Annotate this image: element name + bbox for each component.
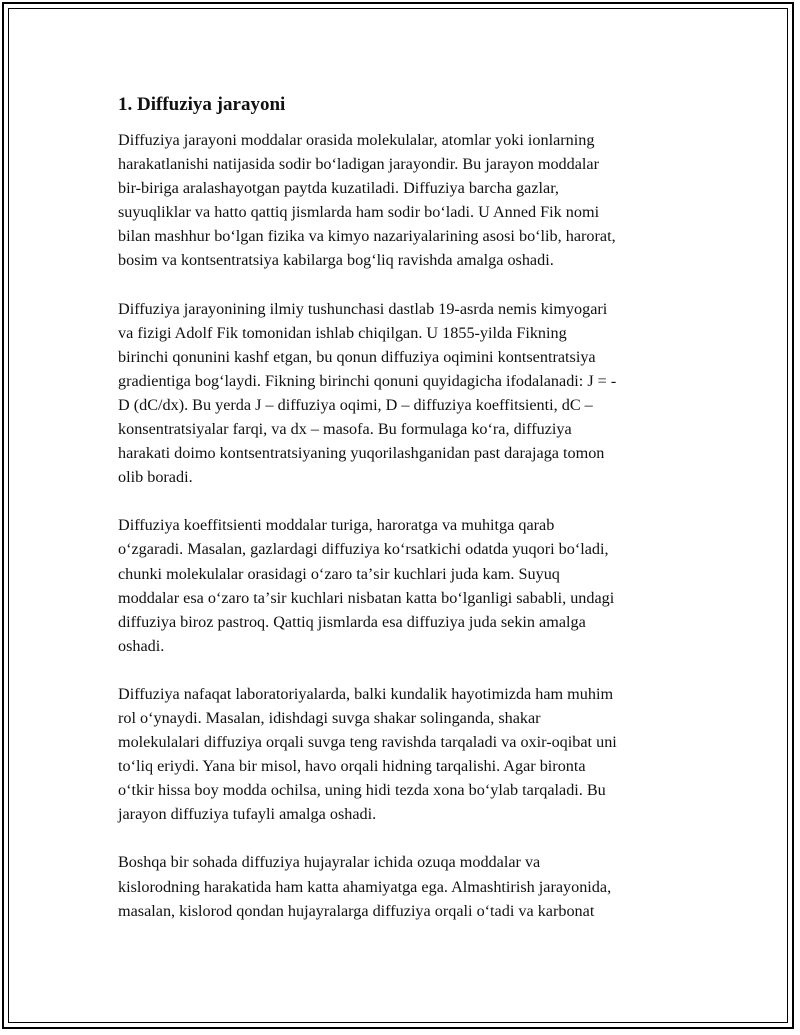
section-heading: 1. Diffuziya jarayoni (118, 94, 286, 115)
paragraph-fick-law: Diffuziya jarayonining ilmiy tushunchasi dastlab 19-asrda nemis kimyogari va fizigi Adolf Fik tomonidan ishlab chiqilgan. U 1855-yilda Fikning birinchi qonunini kashf etgan, bu qonun diffuziya oqimini kontsentratsiya gradientiga bogʻlaydi. Fikning birinchi qonuni quyidagicha ifodalanadi: J = - D (dC/dx). Bu yerda J – diffuziya oqimi, D – diffuziya koeffitsienti, dC – konsentratsiyalar farqi, va dx – masofa. Bu formulaga koʻra, diffuziya harakati doimo kontsentratsiyaning yuqorilashganidan past darajaga tomon olib boradi. (118, 299, 617, 487)
paragraph-definition: Diffuziya jarayoni moddalar orasida molekulalar, atomlar yoki ionlarning harakatlanishi natijasida sodir boʻladigan jarayondir. Bu jarayon moddalar bir-biriga aralashayotgan paytda kuzatiladi. Diffuziya barcha gazlar, suyuqliklar va hatto qattiq jismlarda ham sodir boʻladi. U Anned Fik nomi bilan mashhur boʻlgan fizika va kimyo nazariyalarining asosi boʻlib, harorat, bosim va kontsentratsiya kabilarga bogʻliq ravishda amalga oshadi. (118, 131, 616, 270)
document-body (118, 92, 693, 947)
paragraph-everyday-life: Diffuziya nafaqat laboratoriyalarda, balki kundalik hayotimizda ham muhim rol oʻynaydi. Masalan, idishdagi suvga shakar solinganda, shakar molekulalari diffuziya orqali suvga teng ravishda tarqaladi va oxir-oqibat uni toʻliq eriydi. Yana bir misol, havo orqali hidning tarqalishi. Agar bironta oʻtkir hissa boy modda ochilsa, uning hidi tezda xona boʻylab tarqaladi. Bu jarayon diffuziya tufayli amalga oshadi. (118, 684, 617, 824)
paragraph-cells: Boshqa bir sohada diffuziya hujayralar ichida ozuqa moddalar va kislorodning harakatida ham katta ahamiyatga ega. Almashtirish jarayonida, masalan, kislorod qondan hujayralarga diffuziya orqali oʻtadi va karbonat (118, 853, 612, 920)
paragraph-coefficient: Diffuziya koeffitsienti moddalar turiga, haroratga va muhitga qarab oʻzgaradi. Masalan, gazlardagi diffuziya koʻrsatkichi odatda yuqori boʻladi, chunki molekulalar orasidagi oʻzaro taʼsir kuchlari juda kam. Suyuq moddalar esa oʻzaro taʼsir kuchlari nisbatan katta boʻlganligi sababli, undagi diffuziya biroz pastroq. Qattiq jismlarda esa diffuziya juda sekin amalga oshadi. (118, 516, 615, 655)
